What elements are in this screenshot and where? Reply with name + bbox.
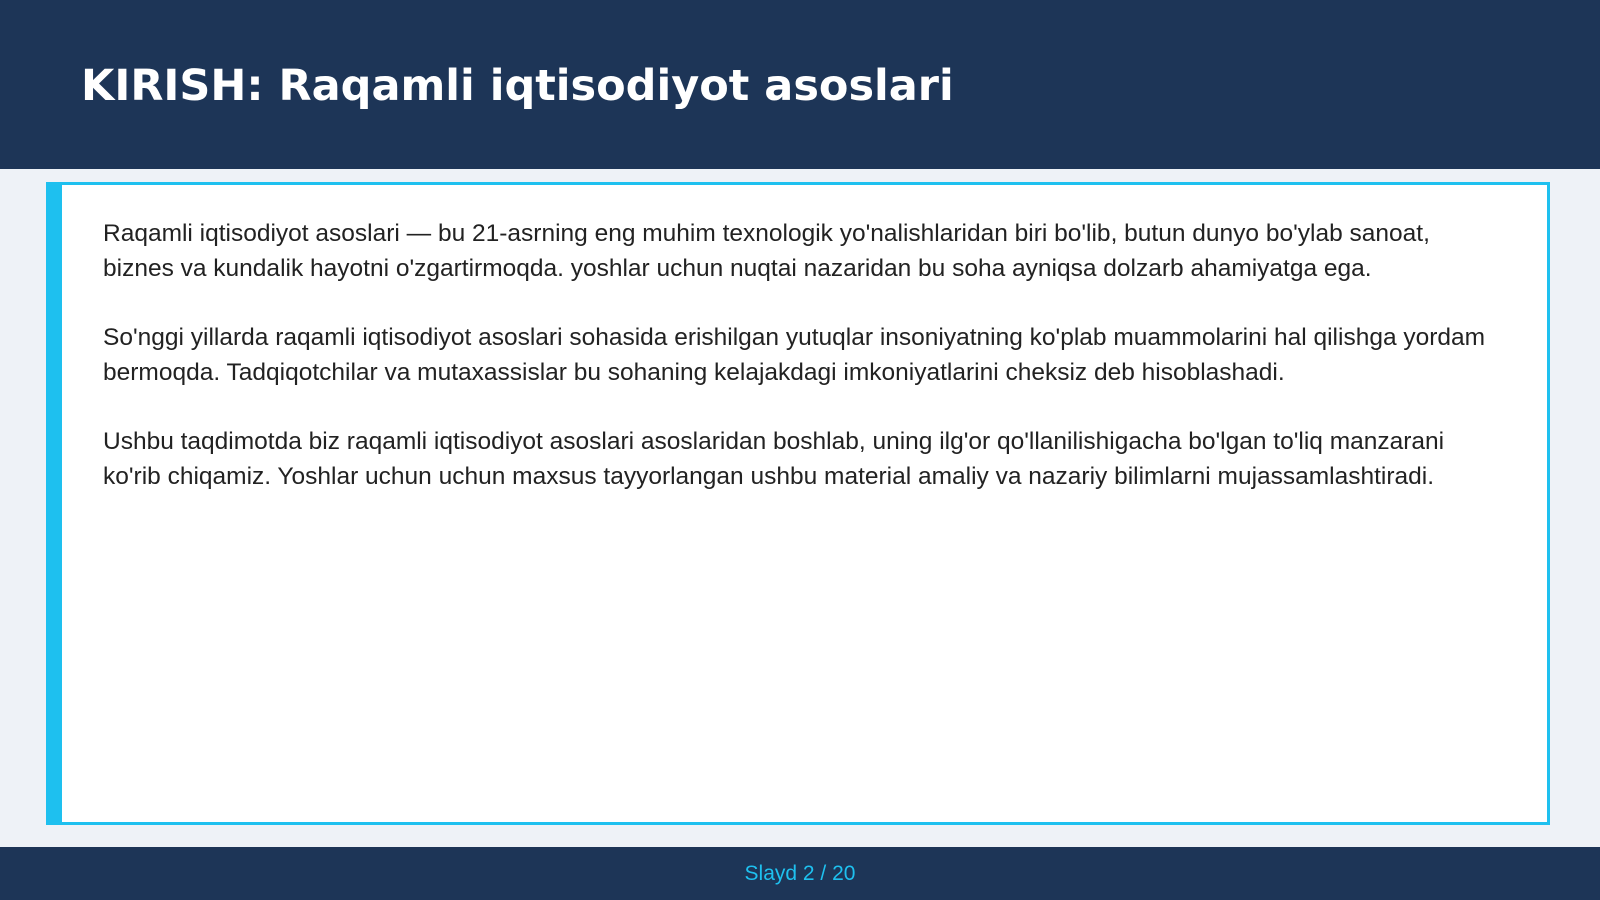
content-card bbox=[46, 182, 1550, 825]
slide-title: KIRISH: Raqamli iqtisodiyot asoslari bbox=[81, 61, 954, 111]
paragraph-achievements: So'nggi yillarda raqamli iqtisodiyot asoslari sohasida erishilgan yutuqlar insoniyatning ko'plab muammolarini hal qilishga yordam bermoqda. Tadqiqotchilar va mutaxassislar bu sohaning kelajakdagi imkoniyatlarini cheksiz deb hisoblashadi. bbox=[103, 324, 1486, 386]
slide-header bbox=[0, 0, 1600, 169]
slide-number: Slayd 2 / 20 bbox=[744, 862, 856, 885]
content-body bbox=[103, 216, 1503, 528]
paragraph-intro: Raqamli iqtisodiyot asoslari — bu 21-asrning eng muhim texnologik yo'nalishlaridan biri bo'lib, butun dunyo bo'ylab sanoat, biznes va kundalik hayotni o'zgartirmoqda. yoshlar uchun nuqtai nazaridan bu soha ayniqsa dolzarb ahamiyatga ega. bbox=[103, 220, 1430, 282]
paragraph-overview: Ushbu taqdimotda biz raqamli iqtisodiyot asoslari asoslaridan boshlab, uning ilg'or qo'llanilishigacha bo'lgan to'liq manzarani ko'rib chiqamiz. Yoshlar uchun uchun maxsus tayyorlangan ushbu material amaliy va nazariy bilimlarni mujassamlashtiradi. bbox=[103, 428, 1445, 490]
slide-footer bbox=[0, 847, 1600, 900]
